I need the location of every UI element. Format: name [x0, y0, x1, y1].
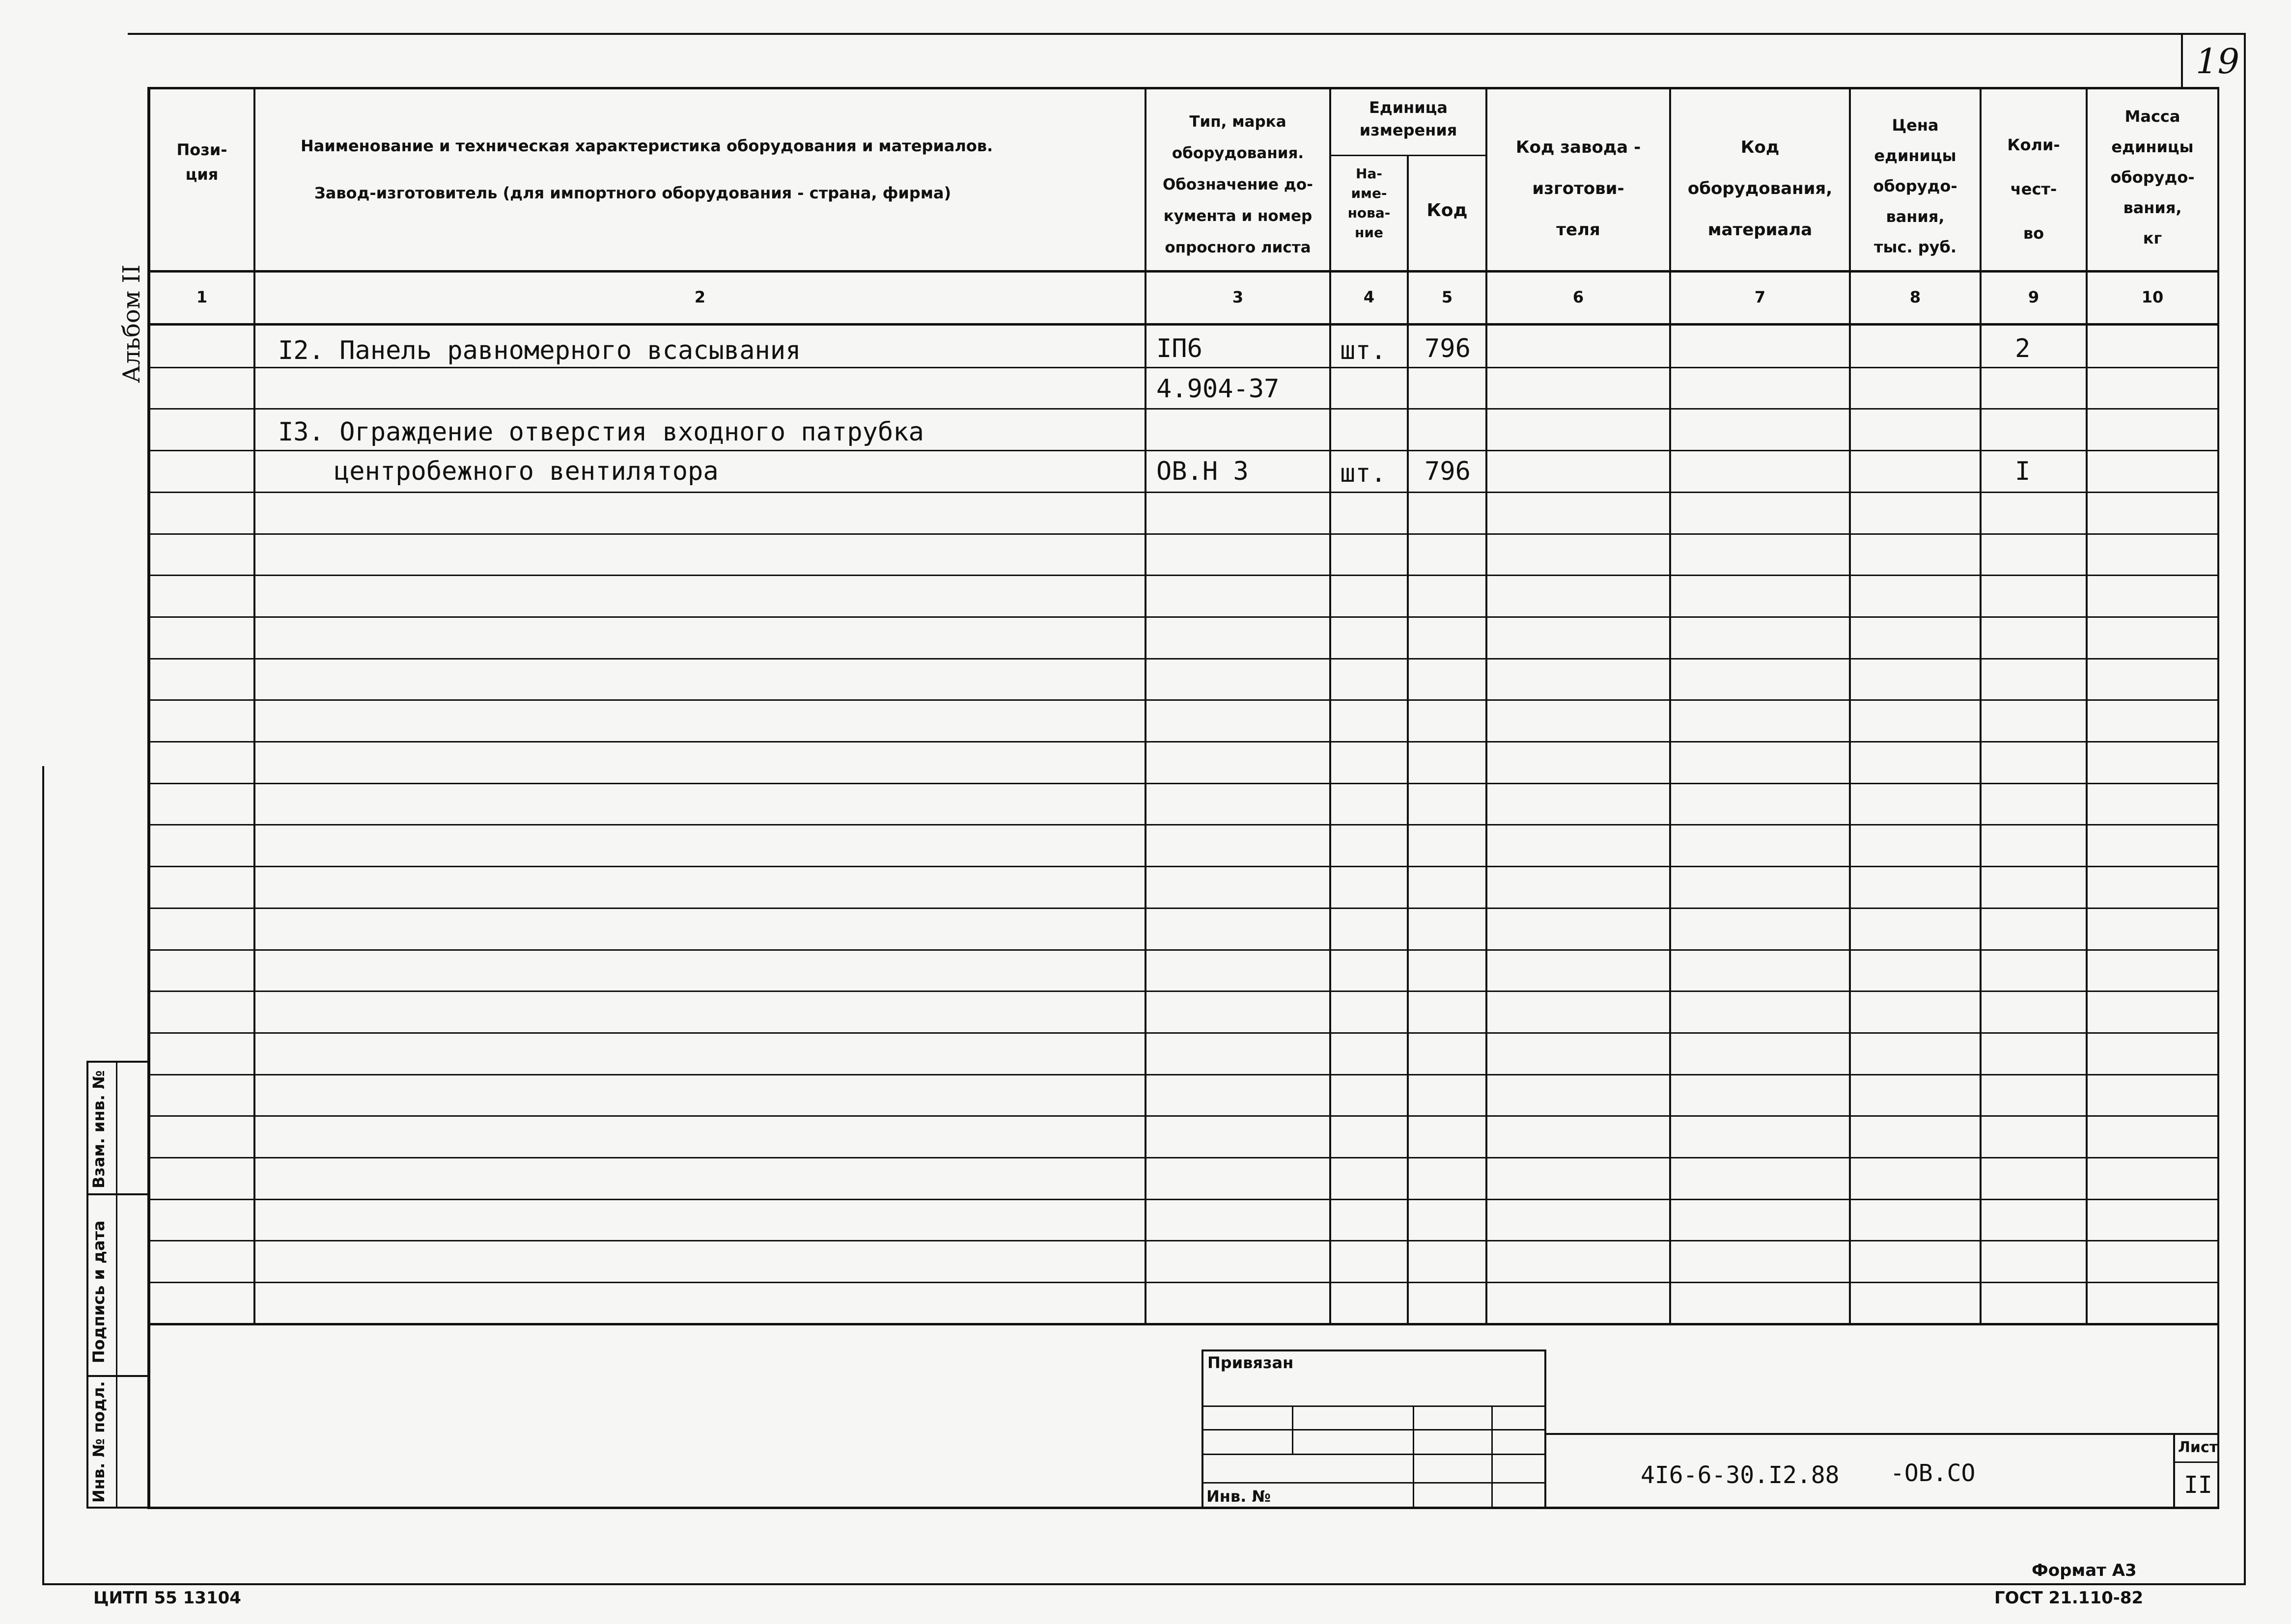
table-top [147, 87, 2219, 89]
header-bottom [147, 270, 2219, 273]
row-line-16 [147, 991, 2219, 992]
row-4-type: ОВ.Н 3 [1156, 457, 1249, 486]
row-4-name: центробежного вентилятора [334, 457, 719, 486]
stamp-left [86, 1061, 88, 1508]
row-3-name: I3. Ограждение отверстия входного патрубка [278, 417, 924, 447]
frame-left [42, 766, 44, 1585]
row-line-19 [147, 1115, 2219, 1117]
footer-left-code: ЦИТП 55 13104 [93, 1588, 241, 1608]
tb-list-label: Лист [2178, 1439, 2218, 1456]
tb-h1 [1201, 1405, 1545, 1407]
row-line-7 [147, 616, 2219, 618]
col-number-4: 4 [1363, 288, 1375, 306]
page-number: 19 [2196, 41, 2240, 82]
row-line-6 [147, 575, 2219, 576]
tb-list-sep [2173, 1461, 2219, 1463]
row-line-5 [147, 533, 2219, 535]
tb-bottom [147, 1507, 2219, 1509]
col-number-5: 5 [1441, 288, 1453, 306]
row-1-code: 796 [1425, 334, 1471, 363]
row-1-unit: шт. [1340, 336, 1386, 365]
stamp-vzam: Взам. инв. № [89, 1070, 108, 1188]
row-line-15 [147, 949, 2219, 951]
row-line-18 [147, 1074, 2219, 1075]
row-2-type: 4.904-37 [1156, 374, 1280, 404]
row-line-14 [147, 908, 2219, 909]
row-line-20 [147, 1157, 2219, 1158]
row-1-type: IП6 [1156, 334, 1202, 363]
row-1-qty: 2 [2015, 334, 2031, 363]
stamp-col-sep [116, 1061, 117, 1508]
unit-subheader-line [1329, 155, 1486, 156]
stamp-sep-1 [86, 1193, 148, 1195]
col-number-2: 2 [694, 288, 706, 306]
stamp-sep-2 [86, 1375, 148, 1377]
row-line-8 [147, 658, 2219, 660]
col-number-1: 1 [196, 288, 208, 306]
footer-right-code: ГОСТ 21.110-82 [1994, 1588, 2144, 1608]
row-line-1 [147, 367, 2219, 368]
col-sep-2 [1145, 87, 1146, 1324]
tb-privyazan-label: Привязан [1207, 1353, 1294, 1372]
header-unit-code: Код [1426, 200, 1468, 220]
frame-top [128, 33, 2246, 35]
body-bottom [147, 1323, 2219, 1325]
row-line-2 [147, 408, 2219, 410]
row-line-4 [147, 492, 2219, 493]
tb-h4 [1201, 1482, 1545, 1484]
col-number-3: 3 [1232, 288, 1244, 306]
col-sep-1 [253, 87, 255, 1324]
header-position: Пози- ция [176, 140, 227, 184]
header-mass: Масса единицы оборудо- вания, кг [2110, 107, 2195, 248]
header-equipment-code: Код оборудования, материала [1687, 138, 1833, 240]
tb-h2 [1201, 1429, 1545, 1431]
frame-right [2244, 33, 2246, 1585]
row-line-10 [147, 741, 2219, 743]
col-number-6: 6 [1572, 288, 1584, 306]
row-line-21 [147, 1199, 2219, 1200]
row-1-name: I2. Панель равномерного всасывания [278, 336, 801, 365]
col-number-7: 7 [1754, 288, 1766, 306]
col-sep-5 [1485, 87, 1487, 1324]
frame-bottom [42, 1583, 2246, 1585]
row-line-9 [147, 699, 2219, 701]
tb-doc-suffix: -ОВ.СО [1890, 1459, 1976, 1487]
row-line-12 [147, 824, 2219, 826]
header-quantity: Коли- чест- во [2007, 136, 2060, 243]
tb-list-value: II [2184, 1471, 2212, 1499]
stamp-podpis: Подпись и дата [89, 1220, 108, 1363]
page-box-left [2181, 33, 2183, 87]
col-number-9: 9 [2028, 288, 2040, 306]
col-number-10: 10 [2141, 288, 2164, 306]
row-line-13 [147, 866, 2219, 867]
album-label: Альбом II [118, 264, 145, 383]
footer-format: Формат А3 [2032, 1561, 2137, 1580]
header-type: Тип, марка оборудования. Обозначение до- кумента и номер опросного листа [1162, 113, 1313, 256]
row-4-unit: шт. [1340, 459, 1386, 488]
col-sep-8 [1980, 87, 1982, 1324]
tb-list-left [2173, 1433, 2175, 1509]
table-right [2217, 87, 2219, 1508]
col-sep-3 [1329, 87, 1331, 1324]
row-4-code: 796 [1425, 457, 1471, 486]
col-sep-7 [1849, 87, 1851, 1324]
header-unit: Единица измерения [1359, 98, 1457, 139]
tb-doc-code: 4I6-6-30.I2.88 [1641, 1461, 1840, 1489]
col-sep-9 [2086, 87, 2088, 1324]
tb-privyazan-top [1201, 1349, 1545, 1351]
row-4-qty: I [2015, 457, 2031, 486]
header-name-line2: Завод-изготовитель (для импортного оборудования - страна, фирма) [314, 184, 951, 202]
stamp-inv-podl: Инв. № подл. [89, 1381, 108, 1503]
header-unit-name: На- име- нова- ние [1347, 165, 1391, 241]
header-factory-code: Код завода - изготови- теля [1515, 138, 1641, 240]
tb-v1 [1292, 1405, 1293, 1455]
numbers-bottom [147, 323, 2219, 326]
col-sep-4 [1407, 156, 1409, 1324]
row-line-23 [147, 1282, 2219, 1283]
tb-main-top [1544, 1433, 2219, 1435]
col-sep-6 [1669, 87, 1671, 1324]
tb-v3 [1491, 1405, 1493, 1509]
row-line-3 [147, 450, 2219, 451]
row-line-11 [147, 783, 2219, 784]
tb-inv-no-label: Инв. № [1206, 1487, 1271, 1506]
header-name-line1: Наименование и техническая характеристика оборудования и материалов. [301, 137, 993, 155]
row-line-17 [147, 1032, 2219, 1034]
header-price: Цена единицы оборудо- вания, тыс. руб. [1873, 116, 1957, 256]
row-line-22 [147, 1240, 2219, 1241]
col-number-8: 8 [1909, 288, 1921, 306]
stamp-top [86, 1061, 148, 1063]
tb-h3 [1201, 1454, 1545, 1455]
tb-v2 [1413, 1405, 1414, 1509]
